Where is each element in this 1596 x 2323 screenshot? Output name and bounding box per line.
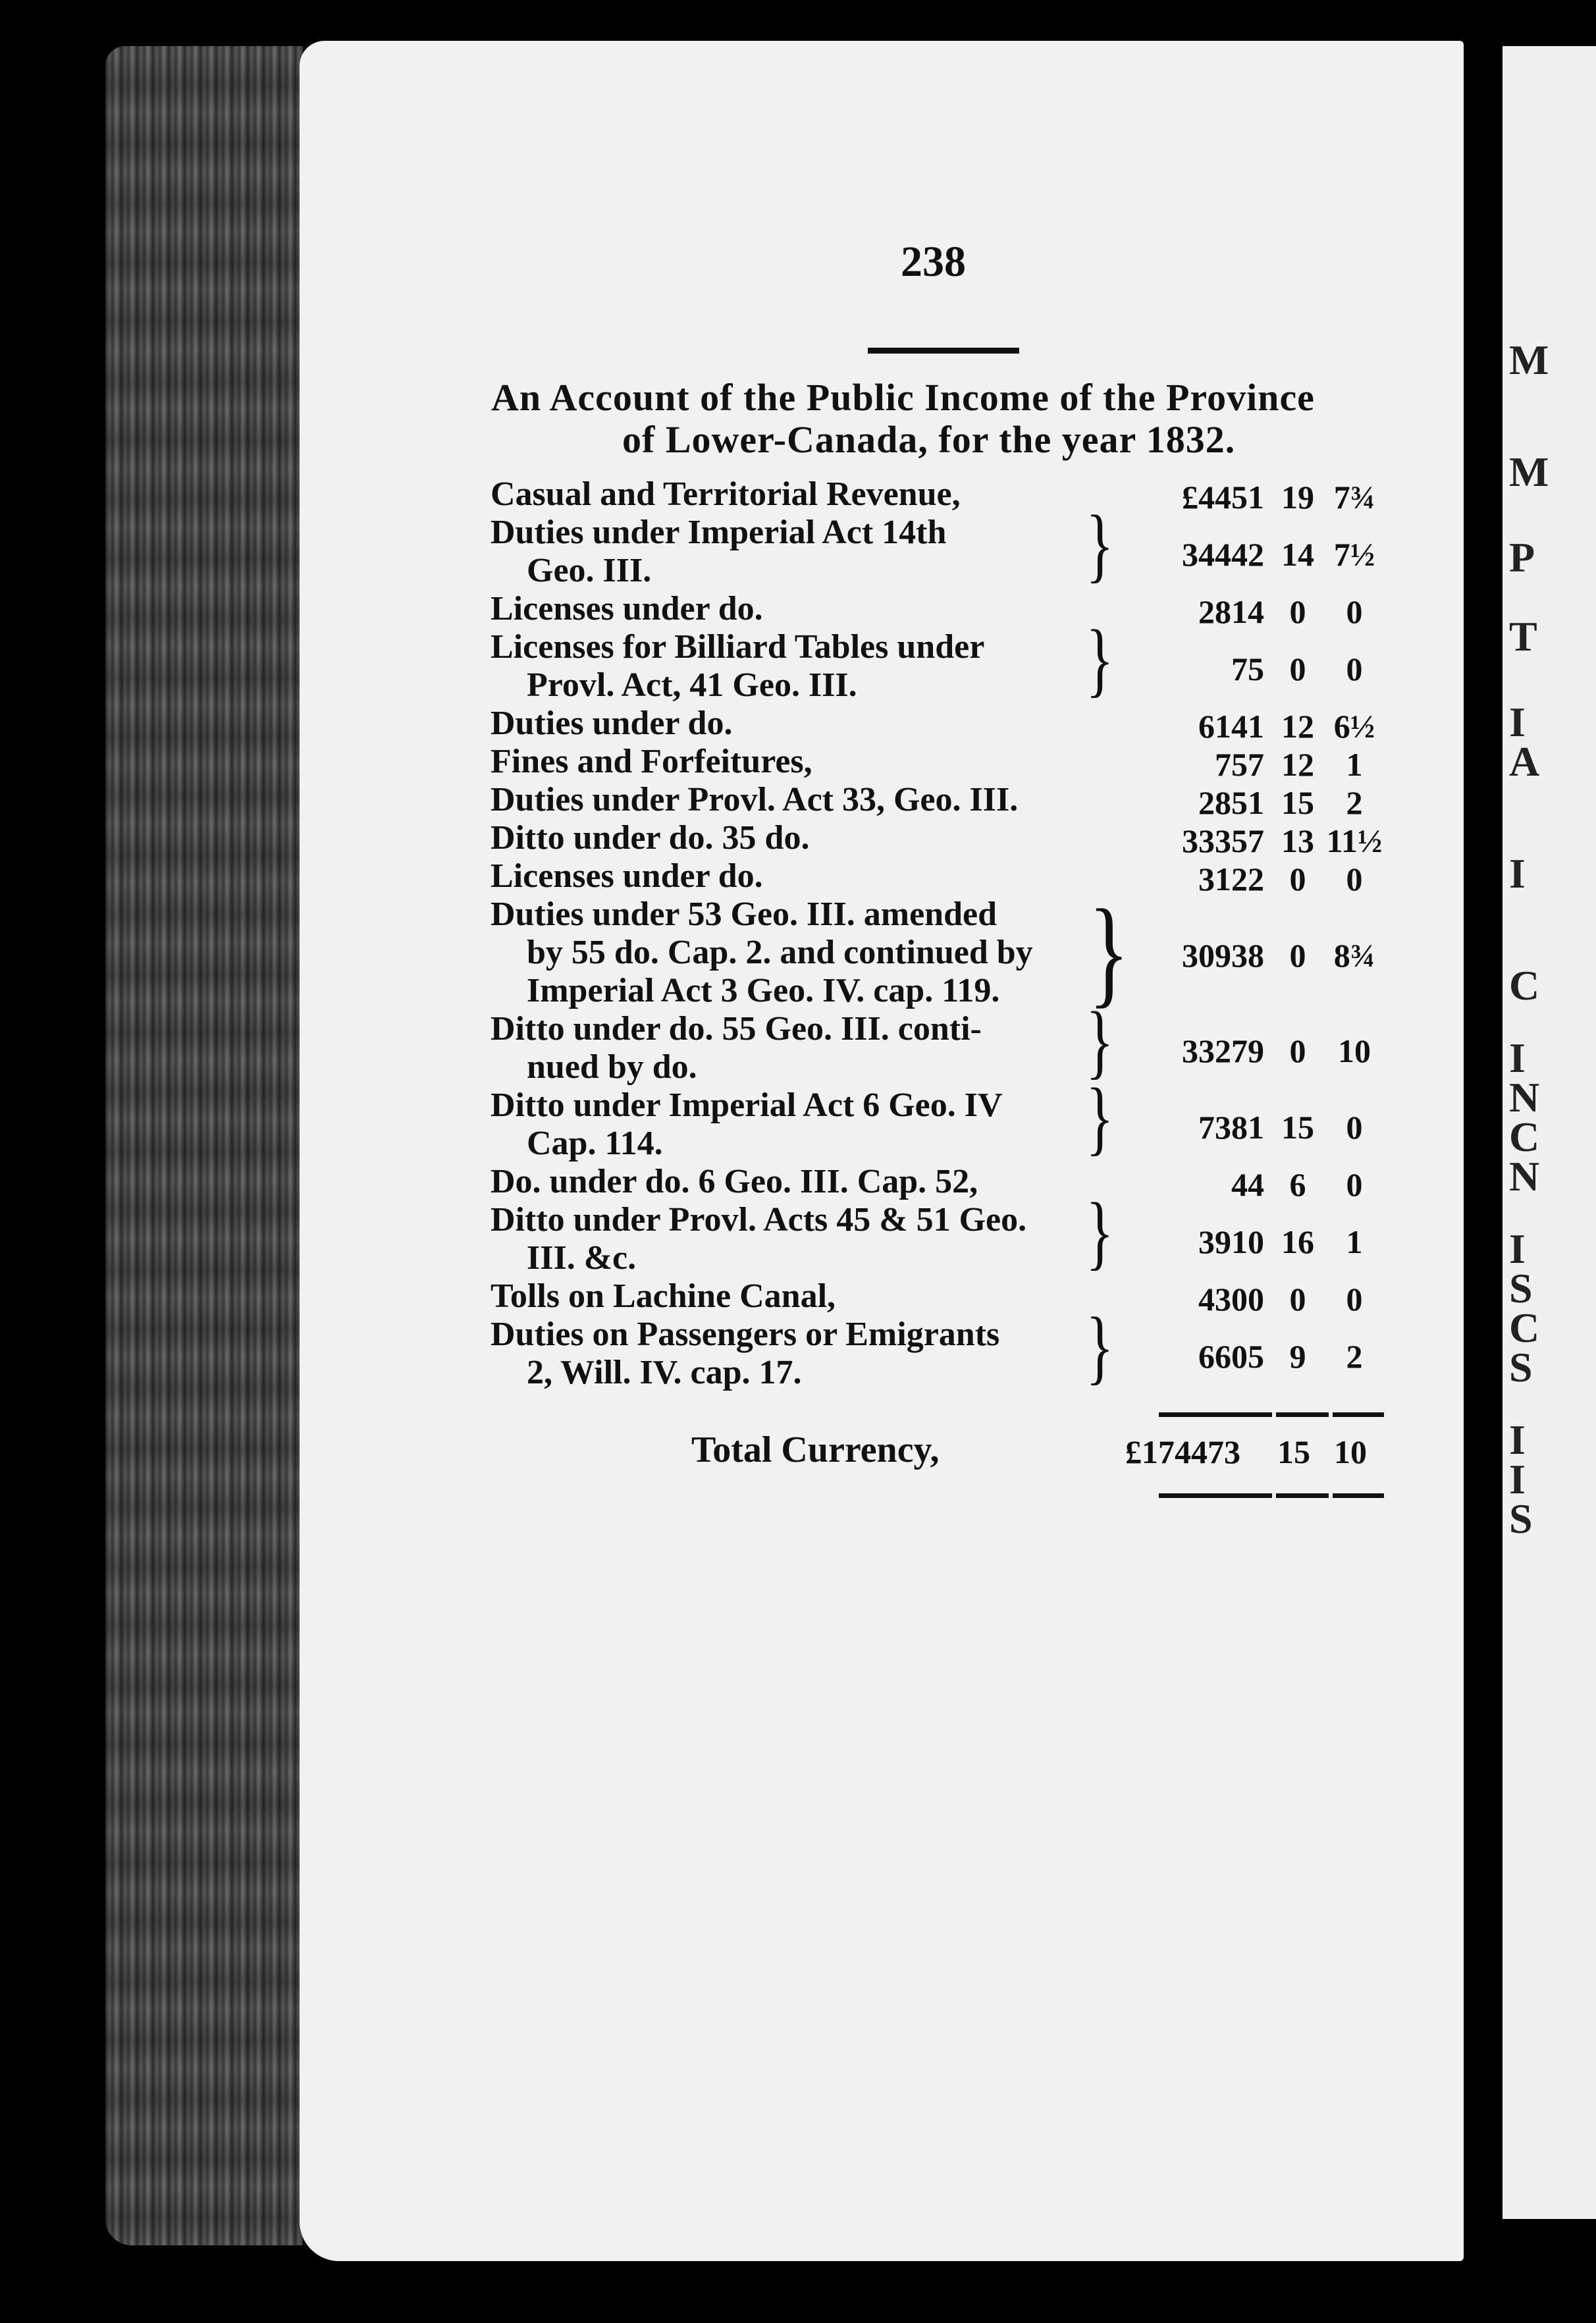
row-shillings: 0 (1289, 1281, 1306, 1318)
row-pounds: 4300 (1198, 1281, 1264, 1318)
row-label-line: Fines and Forfeitures, (491, 743, 812, 780)
adjacent-page-letter: N (1509, 1153, 1540, 1200)
sum-rule-top-pence (1333, 1412, 1384, 1417)
brace-mark: } (1086, 499, 1114, 591)
adjacent-page-letter: I (1509, 1225, 1526, 1272)
row-shillings: 0 (1289, 937, 1306, 974)
sum-rule-bottom-pounds (1159, 1493, 1272, 1498)
adjacent-page-letter: C (1509, 962, 1540, 1009)
row-label-line: Licenses for Billiard Tables under (491, 628, 985, 666)
row-label-line: Geo. III. (527, 552, 652, 589)
row-label-line: Cap. 114. (527, 1125, 663, 1162)
row-label-line: Licenses under do. (491, 590, 763, 627)
brace-mark: } (1086, 1072, 1114, 1163)
adjacent-page-letter: I (1509, 1034, 1526, 1081)
row-pence: 7¾ (1333, 479, 1375, 516)
row-label-line: Licenses under do. (491, 857, 763, 895)
row-shillings: 15 (1281, 1109, 1314, 1146)
adjacent-page-letter: I (1509, 1456, 1526, 1503)
page-number: 238 (901, 238, 966, 286)
row-pence: 0 (1346, 861, 1363, 897)
row-pounds: 2851 (1198, 784, 1264, 821)
adjacent-page-letter: M (1509, 336, 1549, 383)
row-shillings: 14 (1281, 536, 1314, 573)
row-shillings: 19 (1281, 479, 1314, 516)
row-label-line: Duties on Passengers or Emigrants (491, 1316, 1000, 1353)
row-pounds: 3122 (1198, 861, 1264, 897)
adjacent-page-letter: M (1509, 448, 1549, 495)
table-title-line-1: An Account of the Public Income of the Province (491, 376, 1315, 419)
row-pence: 0 (1346, 1109, 1363, 1146)
row-label-line: Duties under Provl. Act 33, Geo. III. (491, 781, 1019, 818)
row-pounds: 33279 (1182, 1032, 1264, 1069)
brace-mark: } (1088, 884, 1130, 1019)
row-shillings: 12 (1281, 746, 1314, 783)
row-pence: 0 (1346, 1166, 1363, 1203)
adjacent-page-letter: S (1509, 1344, 1533, 1391)
row-shillings: 16 (1281, 1223, 1314, 1260)
row-label-line: Casual and Territorial Revenue, (491, 475, 961, 513)
row-pounds: 6141 (1198, 708, 1264, 745)
total-shillings: 15 (1277, 1433, 1310, 1470)
row-pence: 2 (1346, 784, 1363, 821)
adjacent-page-letter: P (1509, 534, 1535, 581)
row-pounds: £4451 (1182, 479, 1264, 516)
row-pence: 10 (1338, 1032, 1371, 1069)
table-title-line-2: of Lower-Canada, for the year 1832. (622, 418, 1236, 461)
row-shillings: 13 (1281, 822, 1314, 859)
row-pence: 0 (1346, 1281, 1363, 1318)
adjacent-page-letter: N (1509, 1074, 1540, 1121)
row-label-line: Do. under do. 6 Geo. III. Cap. 52, (491, 1163, 978, 1200)
book-edge (105, 46, 303, 2245)
brace-mark: } (1086, 614, 1114, 705)
adjacent-page-letter: A (1509, 738, 1540, 785)
row-shillings: 9 (1289, 1338, 1306, 1375)
adjacent-page-letter: I (1509, 1416, 1526, 1463)
book-page (300, 41, 1464, 2261)
row-label-line: Tolls on Lachine Canal, (491, 1277, 836, 1315)
row-shillings: 0 (1289, 861, 1306, 897)
row-pence: 8¾ (1333, 937, 1375, 974)
row-label-line: Imperial Act 3 Geo. IV. cap. 119. (527, 972, 1000, 1009)
row-pence: 1 (1346, 1223, 1363, 1260)
row-pounds: 757 (1215, 746, 1264, 783)
row-label-line: Ditto under Provl. Acts 45 & 51 Geo. (491, 1201, 1027, 1239)
brace-mark: } (1086, 1301, 1114, 1393)
brace-mark: } (1086, 996, 1114, 1087)
total-pence: 10 (1334, 1433, 1367, 1470)
row-label-line: Duties under 53 Geo. III. amended (491, 895, 998, 933)
row-label-line: Ditto under do. 35 do. (491, 819, 810, 857)
row-pence: 0 (1346, 593, 1363, 630)
row-pounds: 7381 (1198, 1109, 1264, 1146)
row-shillings: 12 (1281, 708, 1314, 745)
row-label-line: III. &c. (527, 1239, 637, 1277)
row-shillings: 6 (1289, 1166, 1306, 1203)
row-label-line: 2, Will. IV. cap. 17. (527, 1354, 802, 1391)
adjacent-page (1503, 46, 1596, 2219)
row-label-line: Ditto under Imperial Act 6 Geo. IV (491, 1086, 1003, 1124)
row-shillings: 15 (1281, 784, 1314, 821)
row-label-line: Duties under Imperial Act 14th (491, 514, 947, 551)
row-pounds: 44 (1231, 1166, 1264, 1203)
adjacent-page-letter: S (1509, 1265, 1533, 1312)
row-pence: 1 (1346, 746, 1363, 783)
brace-mark: } (1086, 1187, 1114, 1278)
sum-rule-top-pounds (1159, 1412, 1272, 1417)
sum-rule-bottom-pence (1333, 1493, 1384, 1498)
row-pence: 6½ (1333, 708, 1375, 745)
row-pounds: 3910 (1198, 1223, 1264, 1260)
row-pounds: 33357 (1182, 822, 1264, 859)
row-pence: 2 (1346, 1338, 1363, 1375)
adjacent-page-letter: I (1509, 850, 1526, 897)
row-label-line: by 55 do. Cap. 2. and continued by (527, 934, 1033, 971)
total-label: Total Currency, (691, 1429, 940, 1470)
header-rule (868, 348, 1019, 354)
adjacent-page-letter: S (1509, 1495, 1533, 1542)
sum-rule-top-shillings (1276, 1412, 1329, 1417)
row-shillings: 0 (1289, 651, 1306, 687)
total-pounds: £174473 (1125, 1433, 1240, 1470)
row-label-line: Duties under do. (491, 705, 733, 742)
row-pounds: 75 (1231, 651, 1264, 687)
adjacent-page-letter: C (1509, 1304, 1540, 1351)
adjacent-page-letter: C (1509, 1113, 1540, 1160)
row-pounds: 34442 (1182, 536, 1264, 573)
row-pounds: 2814 (1198, 593, 1264, 630)
row-shillings: 0 (1289, 593, 1306, 630)
row-shillings: 0 (1289, 1032, 1306, 1069)
row-pence: 7½ (1333, 536, 1375, 573)
row-pounds: 6605 (1198, 1338, 1264, 1375)
row-label-line: nued by do. (527, 1048, 697, 1086)
sum-rule-bottom-shillings (1276, 1493, 1329, 1498)
row-pence: 0 (1346, 651, 1363, 687)
row-label-line: Ditto under do. 55 Geo. III. conti- (491, 1010, 982, 1048)
adjacent-page-letter: I (1509, 699, 1526, 745)
adjacent-page-letter: T (1509, 613, 1537, 660)
row-label-line: Provl. Act, 41 Geo. III. (527, 666, 857, 704)
row-pounds: 30938 (1182, 937, 1264, 974)
row-pence: 11½ (1326, 822, 1383, 859)
